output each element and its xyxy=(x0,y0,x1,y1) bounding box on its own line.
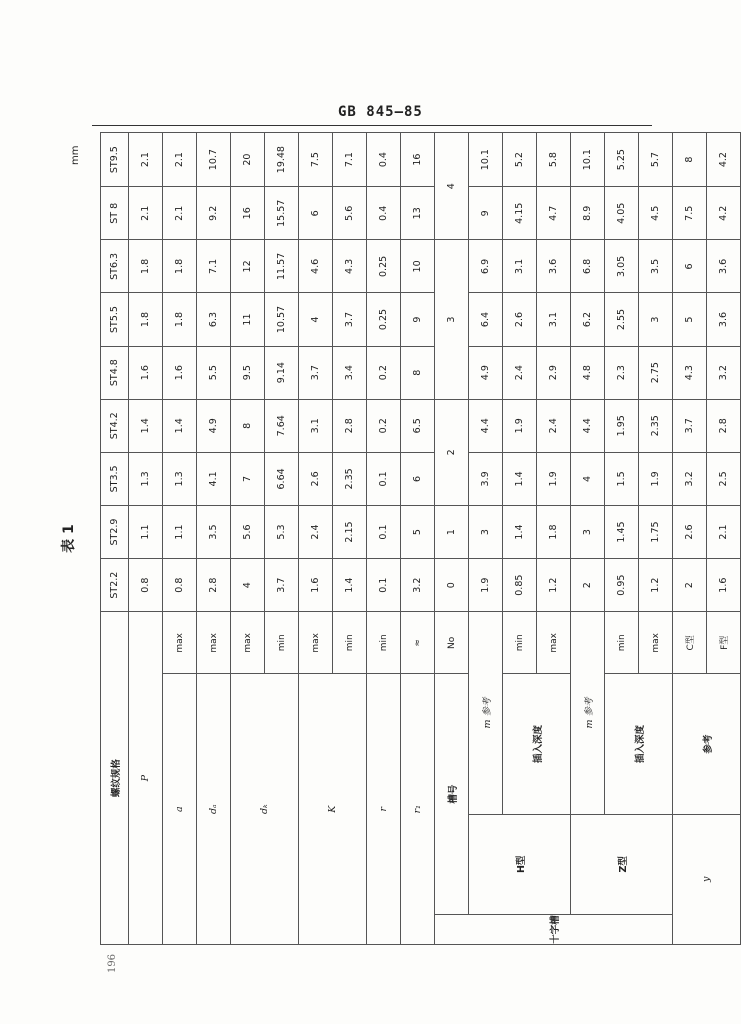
value-cell: 8.9 xyxy=(571,187,605,240)
value-cell: 5.3 xyxy=(265,505,299,558)
row-label: 参考 xyxy=(673,674,741,814)
value-cell: 3.1 xyxy=(537,293,571,346)
value-cell: 1.4 xyxy=(503,505,537,558)
row-a xyxy=(163,133,197,945)
row-da xyxy=(197,133,231,945)
row-label: m 参考 xyxy=(571,612,605,814)
table-caption: 表 1 xyxy=(61,524,77,553)
qualifier: max xyxy=(197,612,231,674)
value-cell: 7.5 xyxy=(673,187,707,240)
value-cell: 7.1 xyxy=(197,240,231,293)
qualifier: max xyxy=(639,612,673,674)
value-cell: 2.6 xyxy=(299,452,333,505)
value-cell: 1.9 xyxy=(537,452,571,505)
value-cell: 2.6 xyxy=(503,293,537,346)
value-cell: 3.6 xyxy=(537,240,571,293)
value-cell: 2.55 xyxy=(605,293,639,346)
value-cell: 2.75 xyxy=(639,346,673,399)
value-cell: 2 xyxy=(435,399,469,505)
value-cell: 4 xyxy=(299,293,333,346)
value-cell: 3 xyxy=(639,293,673,346)
value-cell: 15.57 xyxy=(265,187,299,240)
value-cell: 1.2 xyxy=(537,559,571,612)
value-cell: 1.4 xyxy=(503,452,537,505)
table-body xyxy=(101,133,741,945)
value-cell: 9.2 xyxy=(197,187,231,240)
qualifier: min xyxy=(503,612,537,674)
value-cell: 1.8 xyxy=(129,293,163,346)
spec-header: ST2.2 xyxy=(101,559,129,612)
value-cell: 1 xyxy=(435,505,469,558)
value-cell: 3.2 xyxy=(401,559,435,612)
spec-header: ST2.9 xyxy=(101,505,129,558)
value-cell: 3.7 xyxy=(673,399,707,452)
value-cell: 1.8 xyxy=(129,240,163,293)
value-cell: 9.14 xyxy=(265,346,299,399)
value-cell: 5 xyxy=(673,293,707,346)
value-cell: 6.5 xyxy=(401,399,435,452)
value-cell: 1.45 xyxy=(605,505,639,558)
value-cell: 1.1 xyxy=(129,505,163,558)
value-cell: 2.1 xyxy=(129,187,163,240)
value-cell: 4.3 xyxy=(333,240,367,293)
value-cell: 3.05 xyxy=(605,240,639,293)
unit-label: mm xyxy=(70,145,81,165)
spec-header: ST3.5 xyxy=(101,452,129,505)
row-label: r₁ xyxy=(401,674,435,945)
qualifier: C型 xyxy=(673,612,707,674)
row-label: K xyxy=(299,674,367,945)
value-cell: 4.3 xyxy=(673,346,707,399)
qualifier: min xyxy=(265,612,299,674)
value-cell: 10.1 xyxy=(571,133,605,187)
value-cell: 2.8 xyxy=(707,399,741,452)
value-cell: 7.1 xyxy=(333,133,367,187)
value-cell: 0.8 xyxy=(163,559,197,612)
value-cell: 3.7 xyxy=(333,293,367,346)
value-cell: 2.35 xyxy=(639,399,673,452)
value-cell: 0.4 xyxy=(367,187,401,240)
row-label: a xyxy=(163,674,197,945)
value-cell: 2.9 xyxy=(537,346,571,399)
value-cell: 11 xyxy=(231,293,265,346)
value-cell: 0.4 xyxy=(367,133,401,187)
value-cell: 1.5 xyxy=(605,452,639,505)
value-cell: 4.6 xyxy=(299,240,333,293)
qualifier: min xyxy=(605,612,639,674)
value-cell: 9.5 xyxy=(231,346,265,399)
value-cell: 2.1 xyxy=(163,187,197,240)
value-cell: 2.15 xyxy=(333,505,367,558)
value-cell: 4.2 xyxy=(707,187,741,240)
qualifier: max xyxy=(299,612,333,674)
value-cell: 3.9 xyxy=(469,452,503,505)
qualifier: max xyxy=(231,612,265,674)
value-cell: 2.4 xyxy=(537,399,571,452)
value-cell: 19.48 xyxy=(265,133,299,187)
value-cell: 0.1 xyxy=(367,559,401,612)
value-cell: 1.9 xyxy=(503,399,537,452)
value-cell: 5.25 xyxy=(605,133,639,187)
value-cell: 6.8 xyxy=(571,240,605,293)
value-cell: 3.1 xyxy=(503,240,537,293)
row-label: dₖ xyxy=(231,674,299,945)
value-cell: 1.6 xyxy=(129,346,163,399)
value-cell: 0.2 xyxy=(367,346,401,399)
value-cell: 1.8 xyxy=(163,293,197,346)
value-cell: 4.4 xyxy=(571,399,605,452)
row-label: r xyxy=(367,674,401,945)
value-cell: 1.3 xyxy=(129,452,163,505)
value-cell: 6.4 xyxy=(469,293,503,346)
value-cell: 4.05 xyxy=(605,187,639,240)
row-label: 螺纹规格 xyxy=(101,612,129,945)
value-cell: 2 xyxy=(571,559,605,612)
spec-header: ST4.2 xyxy=(101,399,129,452)
value-cell: 0.2 xyxy=(367,399,401,452)
value-cell: 5.5 xyxy=(197,346,231,399)
qualifier: No xyxy=(435,612,469,674)
value-cell: 1.6 xyxy=(707,559,741,612)
value-cell: 0.25 xyxy=(367,293,401,346)
qualifier: max xyxy=(537,612,571,674)
value-cell: 1.8 xyxy=(163,240,197,293)
spec-header: ST6.3 xyxy=(101,240,129,293)
value-cell: 13 xyxy=(401,187,435,240)
value-cell: 3 xyxy=(571,505,605,558)
value-cell: 3.7 xyxy=(299,346,333,399)
value-cell: 1.6 xyxy=(163,346,197,399)
value-cell: 10.7 xyxy=(197,133,231,187)
value-cell: 1.8 xyxy=(537,505,571,558)
spec-header: ST4.8 xyxy=(101,346,129,399)
value-cell: 2.1 xyxy=(163,133,197,187)
row-label: P xyxy=(129,612,163,945)
value-cell: 4.5 xyxy=(639,187,673,240)
value-cell: 1.3 xyxy=(163,452,197,505)
row-label: 十字槽 xyxy=(435,914,673,944)
value-cell: 3.7 xyxy=(265,559,299,612)
qualifier: min xyxy=(367,612,401,674)
value-cell: 5.6 xyxy=(231,505,265,558)
value-cell: 3.2 xyxy=(707,346,741,399)
row-h-m xyxy=(469,133,503,945)
value-cell: 3.6 xyxy=(707,240,741,293)
value-cell: 10.57 xyxy=(265,293,299,346)
value-cell: 5.6 xyxy=(333,187,367,240)
value-cell: 2.3 xyxy=(605,346,639,399)
value-cell: 16 xyxy=(401,133,435,187)
value-cell: 4.9 xyxy=(197,399,231,452)
value-cell: 4.9 xyxy=(469,346,503,399)
value-cell: 3 xyxy=(469,505,503,558)
value-cell: 2.5 xyxy=(707,452,741,505)
value-cell: 2.4 xyxy=(299,505,333,558)
qualifier: ≈ xyxy=(401,612,435,674)
value-cell: 8 xyxy=(401,346,435,399)
spec-header: ST5.5 xyxy=(101,293,129,346)
value-cell: 1.1 xyxy=(163,505,197,558)
value-cell: 9 xyxy=(469,187,503,240)
value-cell: 2.35 xyxy=(333,452,367,505)
value-cell: 4.1 xyxy=(197,452,231,505)
value-cell: 1.9 xyxy=(639,452,673,505)
row-label: 槽号 xyxy=(435,674,469,915)
value-cell: 1.75 xyxy=(639,505,673,558)
value-cell: 2 xyxy=(673,559,707,612)
value-cell: 10.1 xyxy=(469,133,503,187)
value-cell: 1.95 xyxy=(605,399,639,452)
value-cell: 4 xyxy=(231,559,265,612)
value-cell: 6.9 xyxy=(469,240,503,293)
value-cell: 4 xyxy=(435,133,469,240)
value-cell: 8 xyxy=(673,133,707,187)
value-cell: 0.1 xyxy=(367,452,401,505)
value-cell: 0.25 xyxy=(367,240,401,293)
value-cell: 3.5 xyxy=(639,240,673,293)
value-cell: 4.2 xyxy=(707,133,741,187)
value-cell: 3.6 xyxy=(707,293,741,346)
header-row xyxy=(101,133,129,945)
value-cell: 8 xyxy=(231,399,265,452)
value-cell: 3.2 xyxy=(673,452,707,505)
value-cell: 3.4 xyxy=(333,346,367,399)
row-label: 插入深度 xyxy=(503,674,571,814)
value-cell: 2.1 xyxy=(707,505,741,558)
value-cell: 7.64 xyxy=(265,399,299,452)
value-cell: 6.64 xyxy=(265,452,299,505)
value-cell: 6.2 xyxy=(571,293,605,346)
value-cell: 4.8 xyxy=(571,346,605,399)
row-label: dₐ xyxy=(197,674,231,945)
row-p xyxy=(129,133,163,945)
value-cell: 2.4 xyxy=(503,346,537,399)
row-r xyxy=(367,133,401,945)
value-cell: 5.8 xyxy=(537,133,571,187)
value-cell: 5 xyxy=(401,505,435,558)
value-cell: 1.9 xyxy=(469,559,503,612)
value-cell: 6 xyxy=(673,240,707,293)
value-cell: 3.5 xyxy=(197,505,231,558)
value-cell: 0.95 xyxy=(605,559,639,612)
qualifier: min xyxy=(333,612,367,674)
value-cell: 1.6 xyxy=(299,559,333,612)
spec-header: ST9.5 xyxy=(101,133,129,187)
row-label: y xyxy=(673,814,741,944)
value-cell: 1.4 xyxy=(163,399,197,452)
standard-code: GB 845—85 xyxy=(338,104,423,120)
qualifier: F型 xyxy=(707,612,741,674)
value-cell: 2.8 xyxy=(197,559,231,612)
value-cell: 20 xyxy=(231,133,265,187)
value-cell: 4.4 xyxy=(469,399,503,452)
value-cell: 9 xyxy=(401,293,435,346)
value-cell: 2.6 xyxy=(673,505,707,558)
value-cell: 0.8 xyxy=(129,559,163,612)
row-rf xyxy=(401,133,435,945)
value-cell: 6.3 xyxy=(197,293,231,346)
row-dk-max xyxy=(231,133,265,945)
value-cell: 7.5 xyxy=(299,133,333,187)
rotated-table-container xyxy=(61,132,730,945)
value-cell: 4.7 xyxy=(537,187,571,240)
value-cell: 5.2 xyxy=(503,133,537,187)
value-cell: 0.1 xyxy=(367,505,401,558)
value-cell: 4.15 xyxy=(503,187,537,240)
value-cell: 2.1 xyxy=(129,133,163,187)
value-cell: 6 xyxy=(299,187,333,240)
value-cell: 7 xyxy=(231,452,265,505)
value-cell: 16 xyxy=(231,187,265,240)
value-cell: 2.8 xyxy=(333,399,367,452)
value-cell: 0 xyxy=(435,559,469,612)
spec-table xyxy=(100,132,741,945)
row-label: m 参考 xyxy=(469,612,503,814)
row-k-max xyxy=(299,133,333,945)
value-cell: 10 xyxy=(401,240,435,293)
value-cell: 5.7 xyxy=(639,133,673,187)
row-label: 插入深度 xyxy=(605,674,673,814)
row-slot-no xyxy=(435,133,469,945)
row-label: Z型 xyxy=(571,814,673,914)
page-number: 196 xyxy=(107,953,119,974)
value-cell: 3.1 xyxy=(299,399,333,452)
value-cell: 1.4 xyxy=(129,399,163,452)
spec-header: ST 8 xyxy=(101,187,129,240)
value-cell: 12 xyxy=(231,240,265,293)
value-cell: 0.85 xyxy=(503,559,537,612)
row-z-m xyxy=(571,133,605,945)
value-cell: 1.4 xyxy=(333,559,367,612)
qualifier: max xyxy=(163,612,197,674)
value-cell: 6 xyxy=(401,452,435,505)
value-cell: 3 xyxy=(435,240,469,399)
value-cell: 1.2 xyxy=(639,559,673,612)
header-rule xyxy=(92,125,652,126)
value-cell: 4 xyxy=(571,452,605,505)
value-cell: 11.57 xyxy=(265,240,299,293)
row-label: H型 xyxy=(469,814,571,914)
row-y-c xyxy=(673,133,707,945)
